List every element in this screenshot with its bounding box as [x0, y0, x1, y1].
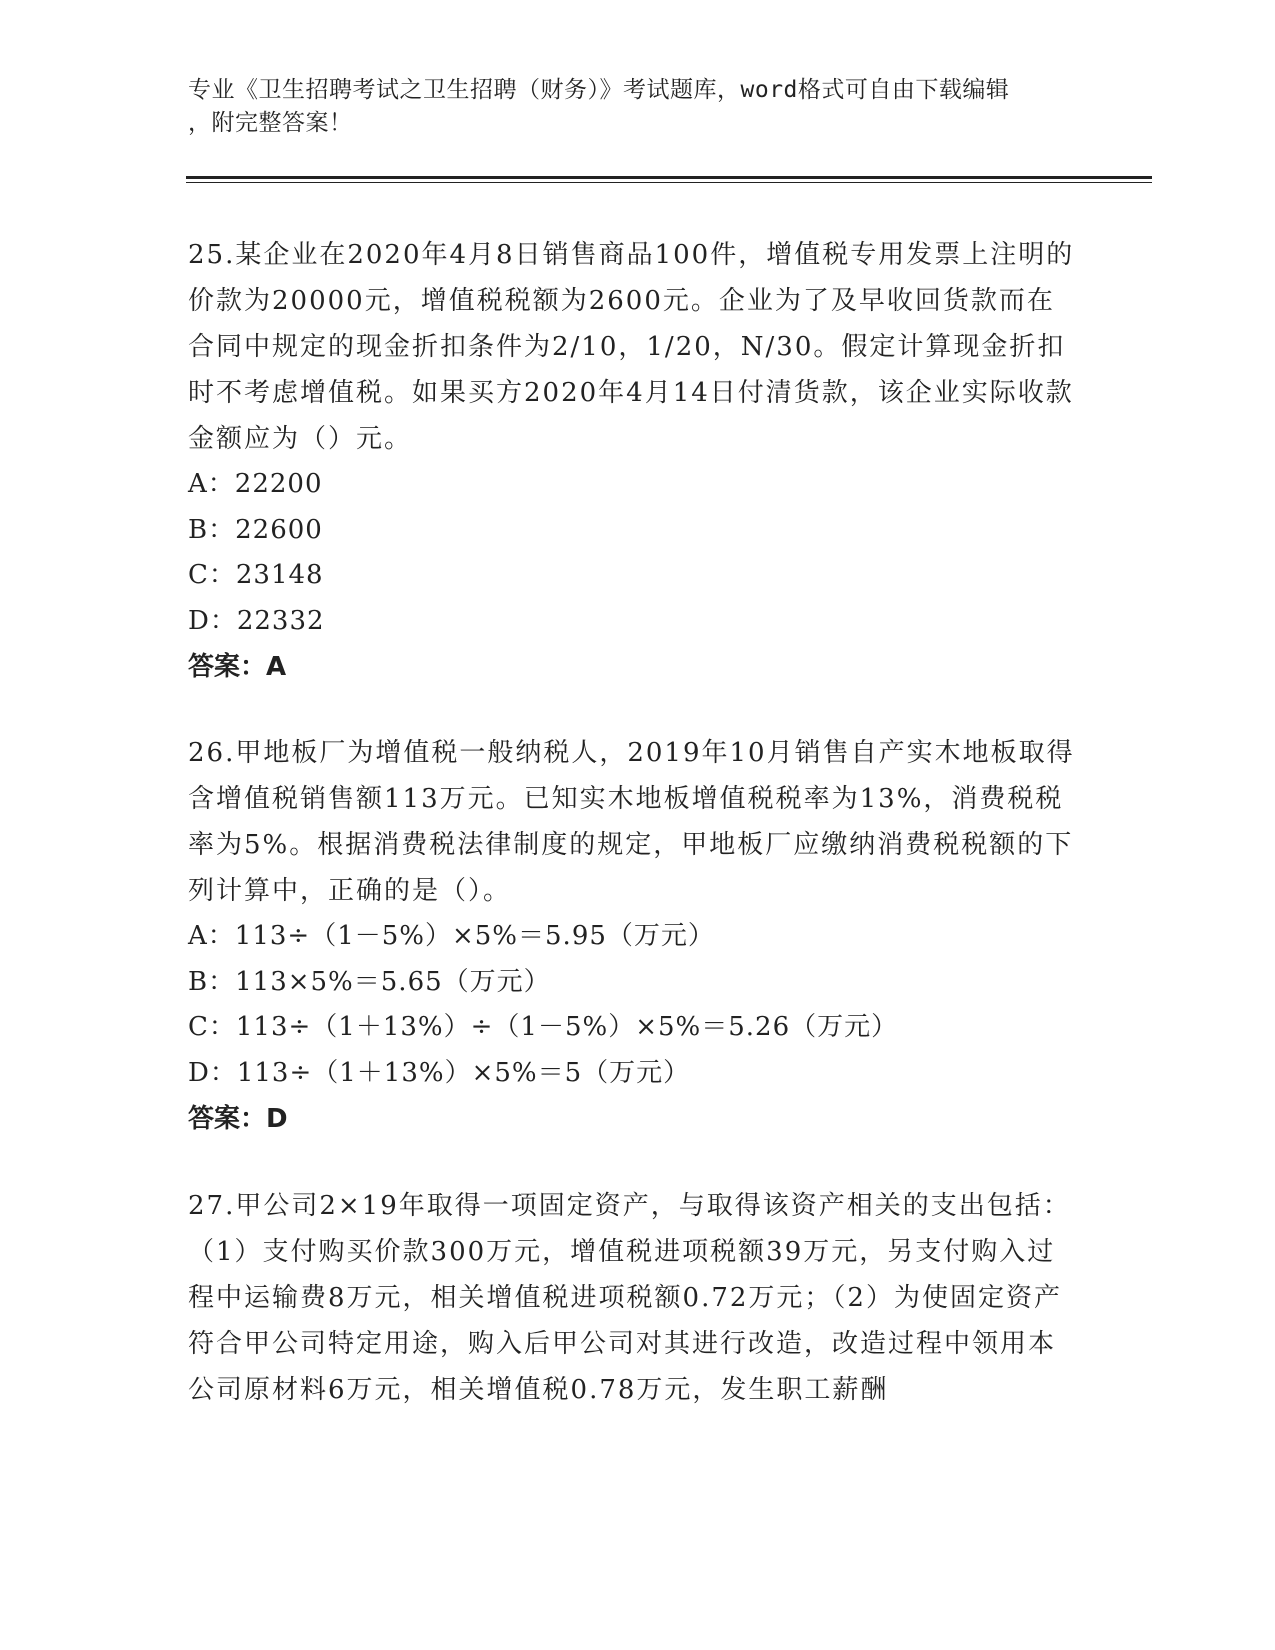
- question-text: 26.甲地板厂为增值税一般纳税人，2019年10月销售自产实木地板取得含增值税销售额113万元。已知实木地板增值税税率为13%，消费税税率为5%。根据消费税法律制度的规定，甲地板厂应缴纳消费税税额的下列计算中，正确的是（）。: [188, 738, 1075, 906]
- option-c: C：23148: [188, 560, 324, 590]
- question-text: 25.某企业在2020年4月8日销售商品100件，增值税专用发票上注明的价款为20000元，增值税税额为2600元。企业为了及早收回货款而在合同中规定的现金折扣条件为2/10，1/20，N/30。假定计算现金折扣时不考虑增值税。如果买方2020年4月14日付清货款，该企业实际收款金额应为（）元。: [188, 240, 1075, 454]
- header-divider-thin: [186, 182, 1152, 183]
- option-b: B：113×5%＝5.65（万元）: [188, 966, 551, 997]
- option-a: A：113÷（1－5%）×5%＝5.95（万元）: [188, 921, 715, 951]
- page-header: [188, 74, 1068, 140]
- question-26: [188, 730, 1078, 1142]
- question-25: [188, 232, 1078, 690]
- option-d: D：113÷（1＋13%）×5%＝5（万元）: [188, 1057, 691, 1088]
- header-subtitle-line: ，附完整答案！: [188, 110, 353, 136]
- answer-label: 答案：A: [188, 652, 287, 682]
- option-d: D：22332: [188, 605, 325, 636]
- option-a: A：22200: [188, 469, 323, 499]
- header-divider-thick: [186, 176, 1152, 179]
- option-b: B：22600: [188, 514, 323, 545]
- answer-label: 答案：D: [188, 1104, 288, 1134]
- question-text: 27.甲公司2×19年取得一项固定资产，与取得该资产相关的支出包括：（1）支付购买价款300万元，增值税进项税额39万元，另支付购入过程中运输费8万元，相关增值税进项税额0.72万元；（2）为使固定资产符合甲公司特定用途，购入后甲公司对其进行改造，改造过程中领用本公司原材料6万元，相关增值税0.78万元，发生职工薪酬: [188, 1191, 1071, 1405]
- option-c: C：113÷（1＋13%）÷（1－5%）×5%＝5.26（万元）: [188, 1012, 899, 1042]
- question-27: [188, 1183, 1078, 1413]
- header-title-line: 专业《卫生招聘考试之卫生招聘（财务）》考试题库，word格式可自由下载编辑: [188, 77, 1010, 103]
